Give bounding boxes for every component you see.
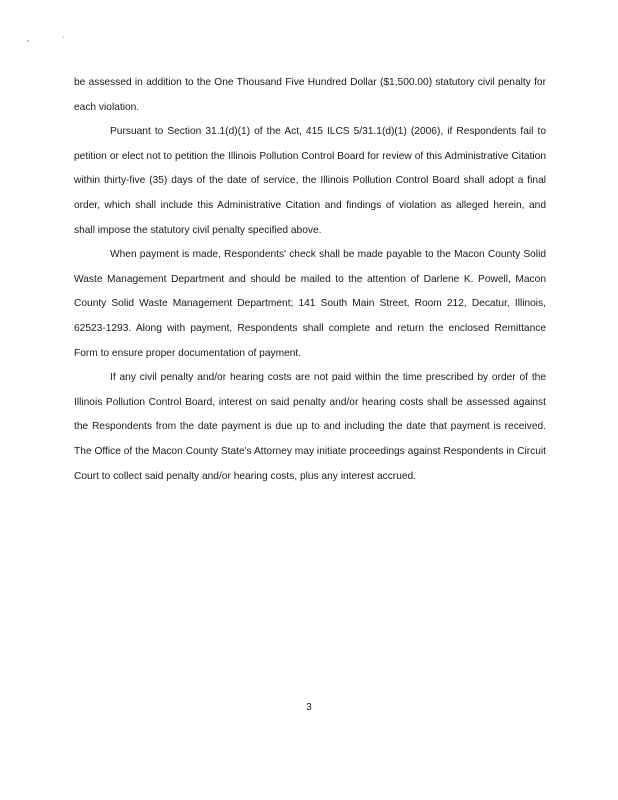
paragraph-continuation: be assessed in addition to the One Thousand Five Hundred Dollar ($1,500.00) statutory civil penalty for each violation. (74, 77, 546, 113)
body-text (74, 71, 546, 489)
paragraph-failure-to-petition: Pursuant to Section 31.1(d)(1) of the Act, 415 ILCS 5/31.1(d)(1) (2006), if Respondents fail to petition or elect not to petition the Illinois Pollution Control Board for review of this Administrative Citation within thirty-five (35) days of the date of service, the Illinois Pollution Control Board shall adopt a final order, which shall include this Administrative Citation and findings of violation as alleged herein, and shall impose the statutory civil penalty specified above. (74, 126, 546, 236)
paragraph-interest: If any civil penalty and/or hearing costs are not paid within the time prescribed by order of the Illinois Pollution Control Board, interest on said penalty and/or hearing costs shall be assessed against the Respondents from the date payment is due up to and including the date that payment is received. The Office of the Macon County State's Attorney may initiate proceedings against Respondents in Circuit Court to collect said penalty and/or hearing costs, plus any interest accrued. (74, 372, 546, 482)
scan-speck (63, 36, 64, 38)
scan-speck (27, 40, 29, 42)
paragraph-payment: When payment is made, Respondents' check shall be made payable to the Macon County Solid Waste Management Department and should be mailed to the attention of Darlene K. Powell, Macon County Solid Waste Management Department; 141 South Main Street, Room 212, Decatur, Illinois, 62523-1293. Along with payment, Respondents shall complete and return the enclosed Remittance Form to ensure proper documentation of payment. (74, 249, 546, 359)
page-number: 3 (306, 702, 312, 713)
